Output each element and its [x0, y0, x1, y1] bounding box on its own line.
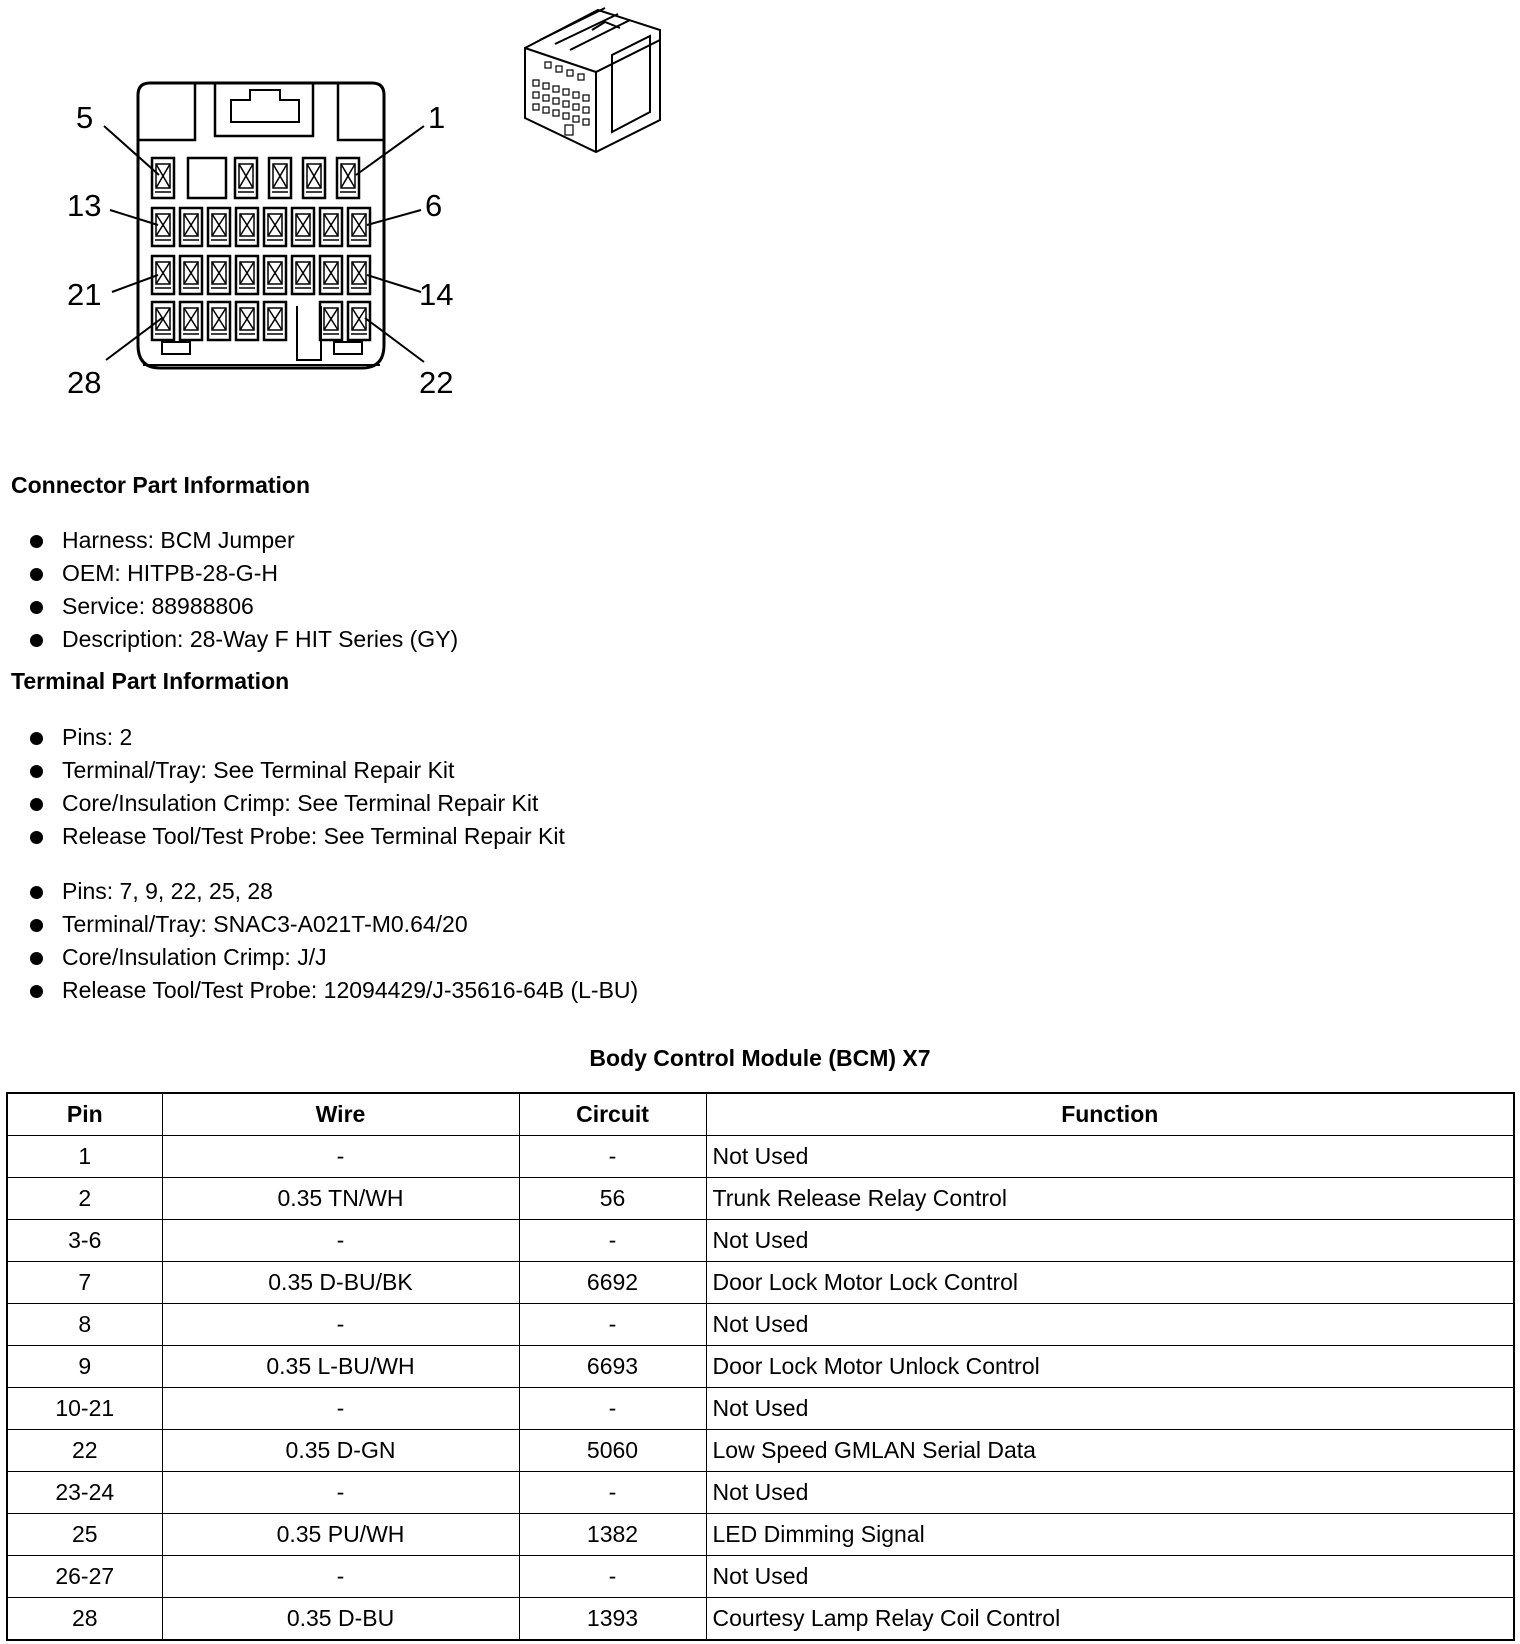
list-item: OEM: HITPB-28-G-H: [30, 557, 458, 590]
list-item: Terminal/Tray: See Terminal Repair Kit: [30, 754, 565, 787]
cell-pin: 9: [7, 1346, 162, 1388]
cell-function: LED Dimming Signal: [706, 1514, 1514, 1556]
cell-function: Not Used: [706, 1220, 1514, 1262]
cell-wire: -: [162, 1136, 519, 1178]
cell-wire: -: [162, 1472, 519, 1514]
cell-function: Door Lock Motor Lock Control: [706, 1262, 1514, 1304]
terminal-cavity: [180, 208, 202, 246]
list-item: Release Tool/Test Probe: See Terminal Repair Kit: [30, 820, 565, 853]
table-row: [7, 1262, 1514, 1304]
table-row: [7, 1304, 1514, 1346]
cell-wire: -: [162, 1220, 519, 1262]
table-row: [7, 1178, 1514, 1220]
cell-circuit: 1393: [519, 1598, 706, 1641]
cell-pin: 8: [7, 1304, 162, 1346]
cell-wire: 0.35 TN/WH: [162, 1178, 519, 1220]
table-row: [7, 1220, 1514, 1262]
cell-wire: 0.35 D-BU/BK: [162, 1262, 519, 1304]
list-item: Description: 28-Way F HIT Series (GY): [30, 623, 458, 656]
cell-circuit: -: [519, 1136, 706, 1178]
cell-function: Not Used: [706, 1304, 1514, 1346]
pinout-table: [6, 1092, 1515, 1641]
list-item: Pins: 7, 9, 22, 25, 28: [30, 875, 638, 908]
terminal-cavity: [303, 158, 325, 198]
cell-wire: 0.35 PU/WH: [162, 1514, 519, 1556]
list-item: Harness: BCM Jumper: [30, 524, 458, 557]
terminal-cavity: [152, 158, 174, 198]
cell-circuit: -: [519, 1472, 706, 1514]
terminal-cavity: [152, 302, 174, 340]
terminal-cavity: [236, 302, 258, 340]
cell-wire: 0.35 D-GN: [162, 1430, 519, 1472]
cell-circuit: -: [519, 1388, 706, 1430]
cell-function: Courtesy Lamp Relay Coil Control: [706, 1598, 1514, 1641]
cell-wire: 0.35 L-BU/WH: [162, 1346, 519, 1388]
terminal-cavity: [348, 256, 370, 294]
terminal-cavities: [152, 158, 370, 340]
terminal-part-list-1: [30, 721, 565, 853]
terminal-cavity: [235, 158, 257, 198]
cell-function: Low Speed GMLAN Serial Data: [706, 1430, 1514, 1472]
table-header-row: [7, 1093, 1514, 1136]
callout-pin-14: 14: [419, 277, 454, 312]
terminal-part-heading: Terminal Part Information: [11, 668, 290, 694]
column-header-pin: Pin: [7, 1093, 162, 1136]
column-header-wire: Wire: [162, 1093, 519, 1136]
callout-pin-13: 13: [67, 188, 102, 223]
table-row: [7, 1472, 1514, 1514]
connector-diagram: [0, 0, 1520, 420]
table-row: [7, 1430, 1514, 1472]
cell-wire: 0.35 D-BU: [162, 1598, 519, 1641]
column-header-circuit: Circuit: [519, 1093, 706, 1136]
terminal-cavity: [292, 256, 314, 294]
terminal-cavity: [348, 208, 370, 246]
cell-pin: 23-24: [7, 1472, 162, 1514]
terminal-cavity: [264, 302, 286, 340]
cell-pin: 22: [7, 1430, 162, 1472]
terminal-part-list-2: [30, 875, 638, 1007]
cell-circuit: 5060: [519, 1430, 706, 1472]
cell-function: Trunk Release Relay Control: [706, 1178, 1514, 1220]
connector-isometric-view: [525, 8, 660, 152]
callout-pin-6: 6: [425, 188, 443, 223]
terminal-cavity: [320, 256, 342, 294]
terminal-cavity: [264, 208, 286, 246]
callout-pin-28: 28: [67, 365, 102, 400]
terminal-cavity: [337, 158, 359, 198]
terminal-cavity: [180, 302, 202, 340]
terminal-cavity: [208, 256, 230, 294]
terminal-cavity: [269, 158, 291, 198]
list-item: Pins: 2: [30, 721, 565, 754]
list-item: Release Tool/Test Probe: 12094429/J-35616-64B (L-BU): [30, 974, 638, 1007]
cell-pin: 2: [7, 1178, 162, 1220]
terminal-cavity: [180, 256, 202, 294]
terminal-cavity: [320, 208, 342, 246]
connector-part-list: [30, 524, 458, 656]
list-item: Core/Insulation Crimp: J/J: [30, 941, 638, 974]
table-row: [7, 1136, 1514, 1178]
cell-pin: 1: [7, 1136, 162, 1178]
cell-wire: -: [162, 1304, 519, 1346]
cell-function: Not Used: [706, 1472, 1514, 1514]
callout-pin-5: 5: [76, 100, 94, 135]
table-row: [7, 1598, 1514, 1641]
cell-circuit: 6693: [519, 1346, 706, 1388]
terminal-cavity: [264, 256, 286, 294]
table-row: [7, 1388, 1514, 1430]
table-row: [7, 1556, 1514, 1598]
cell-circuit: 1382: [519, 1514, 706, 1556]
cell-wire: -: [162, 1388, 519, 1430]
list-item: Service: 88988806: [30, 590, 458, 623]
terminal-cavity: [152, 208, 174, 246]
callout-pin-22: 22: [419, 365, 454, 400]
cell-circuit: 6692: [519, 1262, 706, 1304]
cell-circuit: -: [519, 1304, 706, 1346]
terminal-cavity: [292, 208, 314, 246]
list-item: Terminal/Tray: SNAC3-A021T-M0.64/20: [30, 908, 638, 941]
connector-part-heading: Connector Part Information: [11, 472, 311, 498]
cell-function: Door Lock Motor Unlock Control: [706, 1346, 1514, 1388]
terminal-cavity: [208, 208, 230, 246]
cell-circuit: -: [519, 1220, 706, 1262]
terminal-cavity: [208, 302, 230, 340]
terminal-cavity: [348, 302, 370, 340]
cell-circuit: -: [519, 1556, 706, 1598]
list-item: Core/Insulation Crimp: See Terminal Repair Kit: [30, 787, 565, 820]
cell-pin: 25: [7, 1514, 162, 1556]
table-row: [7, 1346, 1514, 1388]
terminal-cavity: [236, 256, 258, 294]
cell-pin: 7: [7, 1262, 162, 1304]
cell-pin: 3-6: [7, 1220, 162, 1262]
cell-function: Not Used: [706, 1136, 1514, 1178]
cell-circuit: 56: [519, 1178, 706, 1220]
callout-pin-1: 1: [428, 100, 446, 135]
cell-pin: 26-27: [7, 1556, 162, 1598]
callout-pin-21: 21: [67, 277, 102, 312]
cell-function: Not Used: [706, 1388, 1514, 1430]
cell-function: Not Used: [706, 1556, 1514, 1598]
column-header-function: Function: [706, 1093, 1514, 1136]
terminal-cavity: [236, 208, 258, 246]
table-title: Body Control Module (BCM) X7: [589, 1045, 931, 1071]
cell-pin: 10-21: [7, 1388, 162, 1430]
table-row: [7, 1514, 1514, 1556]
cell-wire: -: [162, 1556, 519, 1598]
cell-pin: 28: [7, 1598, 162, 1641]
terminal-cavity: [320, 302, 342, 340]
